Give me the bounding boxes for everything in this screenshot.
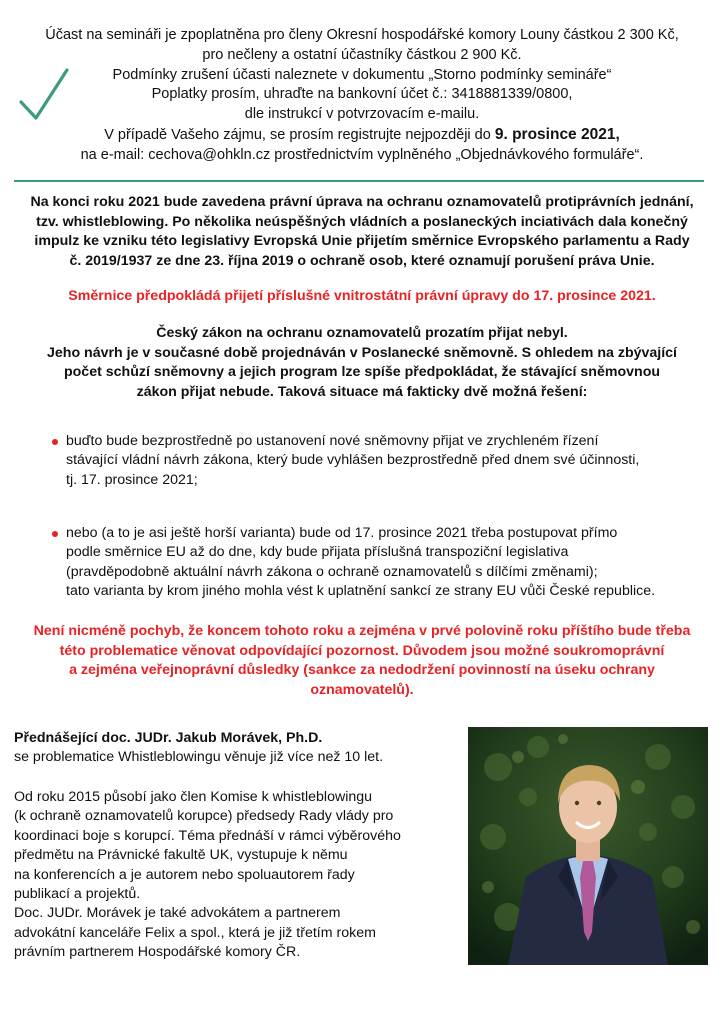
seminar-info (0, 26, 724, 166)
info-line: Poplatky prosím, uhraďte na bankovní účet č.: 3418881339/0800, (151, 86, 573, 103)
bullet-dot-icon (52, 439, 58, 445)
section-divider (14, 180, 704, 182)
lecturer-intro: Přednášející doc. JUDr. Jakub Morávek, Ph.D. se problematice Whistleblowingu věnuje již více než 10 let. (14, 730, 384, 766)
registration-deadline: V případě Vašeho zájmu, se prosím registrujte nejpozději do 9. prosince 2021, (104, 125, 620, 143)
bullet-item: buďto bude bezprostředně po ustanovení nové sněmovny přijat ve zrychleném řízení stávající vládní návrh zákona, který bude vyhlášen bezprostředně před dnem své účinnosti, tj. 17. prosince 2021; (52, 432, 639, 490)
registration-email[interactable]: na e-mail: cechova@ohkln.cz prostřednictvím vyplněného „Objednávkového formuláře“. (80, 146, 644, 163)
lecturer-bio: Od roku 2015 působí jako člen Komise k whistleblowingu (k ochraně oznamovatelů korupce) předsedy Rady vlády pro koordinaci boje s korupcí. Téma přednáší v rámci výběrového předmětu na Právnické fakultě UK, vystupuje k němu na konferencích a je autorem nebo spoluautorem řady publikací a projektů. Doc. JUDr. Morávek je také advokátem a partnerem advokátní kanceláře Felix a spol., která je již třetím rokem právním partnerem Hospodářské komory ČR. (14, 789, 401, 961)
lecturer-photo (468, 727, 708, 965)
info-line: pro nečleny a ostatní účastníky částkou 2 900 Kč. (202, 46, 522, 63)
info-line: Podmínky zrušení účasti naleznete v dokumentu „Storno podmínky semináře“ (112, 66, 612, 83)
info-line: dle instrukcí v potvrzovacím e-mailu. (244, 106, 480, 123)
deadline-date: 9. prosince 2021, (494, 125, 620, 143)
lecturer-name: Přednášející doc. JUDr. Jakub Morávek, Ph.D. (14, 730, 323, 746)
info-line: Účast na semináři je zpoplatněna pro členy Okresní hospodářské komory Louny částkou 2 300 Kč, (45, 27, 679, 43)
intro-paragraph: Na konci roku 2021 bude zavedena právní úprava na ochranu oznamovatelů protiprávních jednání, tzv. whistleblowing. Po několika neúspěšných vládních a poslaneckých inciativách dala konečný impulz ke vzniku této legislativy Evropská Unie přijetím směrnice Evropského parlamentu a Rady č. 2019/1937 ze dne 23. října 2019 o ochraně osob, které oznamují porušení práva Unie. (30, 194, 694, 269)
directive-deadline: Směrnice předpokládá přijetí příslušné vnitrostátní právní úpravy do 17. prosince 2021. (68, 288, 656, 304)
czech-law-paragraph: Český zákon na ochranu oznamovatelů prozatím přijat nebyl. Jeho návrh je v současné době projednáván v Poslanecké sněmovně. S ohledem na zbývající počet schůzí sněmovny a jejich program lze spíše předpokládat, že stávající sněmovnou zákon přijat nebude. Taková situace má fakticky dvě možná řešení: (47, 325, 677, 400)
warning-paragraph: Není nicméně pochyb, že koncem tohoto roku a zejména v prvé polovině roku příštího bude třeba této problematice věnovat odpovídající pozornost. Důvodem jsou možné soukromoprávní a zejména veřejnoprávní důsledky (sankce za nedodržení povinností na úseku ochrany oznamovatelů). (33, 623, 691, 698)
bullet-dot-icon (52, 531, 58, 537)
bullet-item: nebo (a to je asi ještě horší varianta) bude od 17. prosince 2021 třeba postupovat přímo podle směrnice EU až do dne, kdy bude přijata příslušná transpoziční legislativa (pravděpodobně aktuální návrh zákona o ochraně oznamovatelů s dílčími změnami); tato varianta by krom jiného mohla vést k uplatnění sankcí ze strany EU vůči České republice. (52, 524, 655, 602)
